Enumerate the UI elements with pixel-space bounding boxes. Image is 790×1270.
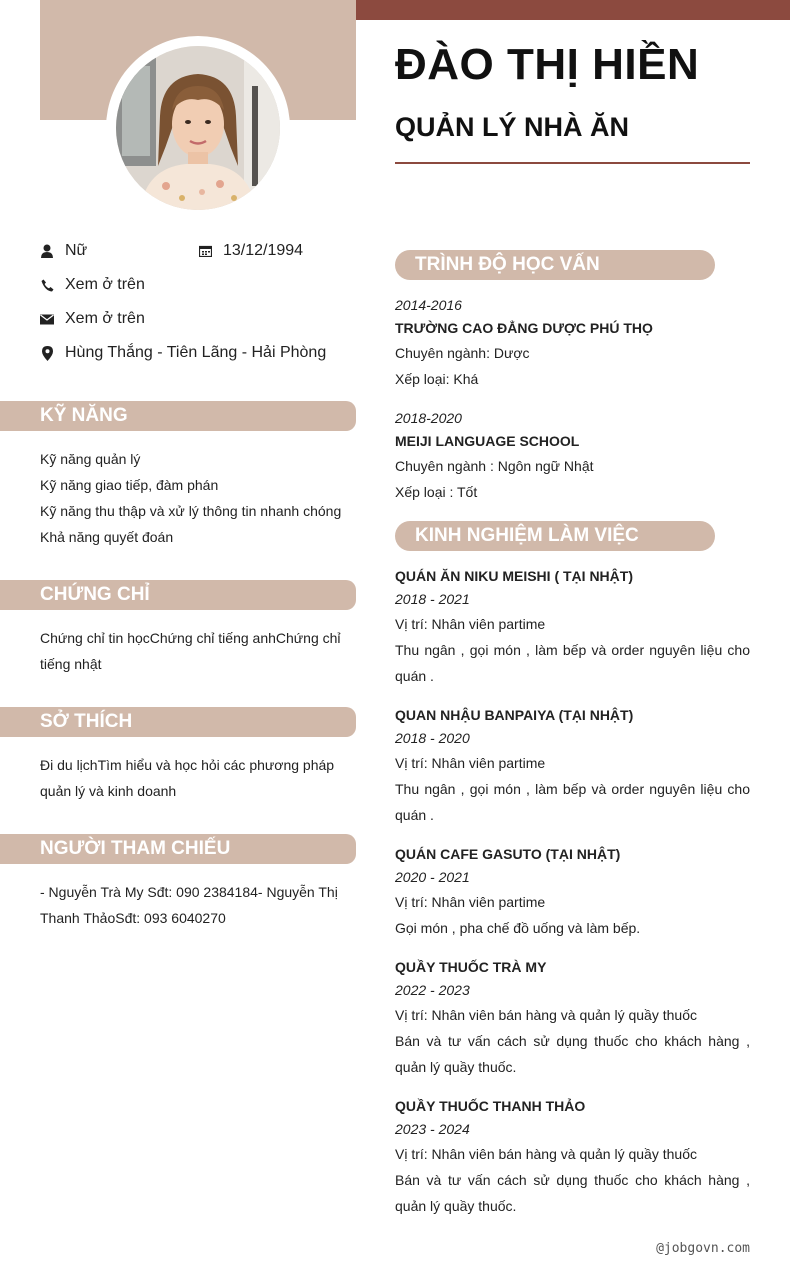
hobbies-heading: SỞ THÍCH (0, 707, 356, 737)
experience-description: Bán và tư vấn cách sử dụng thuốc cho khách hàng , quản lý quầy thuốc. (395, 1033, 750, 1075)
education-school: TRƯỜNG CAO ĐẲNG DƯỢC PHÚ THỌ (395, 320, 653, 336)
user-icon (40, 244, 54, 258)
references-heading: NGƯỜI THAM CHIẾU (0, 834, 356, 864)
experience-period: 2018 - 2021 (395, 591, 470, 607)
candidate-name: ĐÀO THỊ HIỀN (395, 40, 700, 89)
experience-company: QUÁN CAFE GASUTO (TẠI NHẬT) (395, 846, 621, 862)
gender-cell (40, 242, 198, 260)
education-entry (395, 407, 750, 505)
hobbies-text: Đi du lịchTìm hiểu và học hỏi các phương pháp quản lý và kinh doanh (40, 757, 335, 799)
experience-company: QUẦY THUỐC TRÀ MY (395, 959, 547, 975)
phone-icon (40, 278, 54, 292)
certificates-text: Chứng chỉ tin họcChứng chỉ tiếng anhChứng chỉ tiếng nhật (40, 630, 341, 672)
info-row-email (40, 302, 356, 336)
job-title: QUẢN LÝ NHÀ ĂN (395, 112, 629, 142)
experience-period: 2023 - 2024 (395, 1121, 470, 1137)
education-heading: TRÌNH ĐỘ HỌC VẤN (395, 250, 715, 280)
skill-item: Kỹ năng quản lý (40, 451, 141, 467)
education-period: 2014-2016 (395, 297, 462, 313)
birthdate-value: 13/12/1994 (223, 242, 304, 259)
education-grade: Xếp loại: Khá (395, 371, 479, 387)
experience-company: QUAN NHẬU BANPAIYA (TẠI NHẬT) (395, 707, 634, 723)
skills-list (40, 446, 346, 550)
education-major: Chuyên ngành: Dược (395, 345, 530, 361)
experience-company: QUÁN ĂN NIKU MEISHI ( TẠI NHẬT) (395, 568, 633, 584)
education-school: MEIJI LANGUAGE SCHOOL (395, 433, 580, 449)
experience-period: 2022 - 2023 (395, 982, 470, 998)
experience-company: QUẦY THUỐC THANH THẢO (395, 1098, 586, 1114)
experience-entry (395, 956, 750, 1080)
experience-description: Thu ngân , gọi món , làm bếp và order nguyên liệu cho quán . (395, 642, 750, 684)
contact-info (40, 234, 356, 370)
location-pin-icon (40, 346, 54, 360)
title-divider (395, 162, 750, 164)
experience-entry (395, 1095, 750, 1219)
footer-watermark: @jobgovn.com (656, 1241, 750, 1256)
experience-position: Vị trí: Nhân viên bán hàng và quản lý quầy thuốc (395, 1007, 697, 1023)
phone-value: Xem ở trên (65, 276, 145, 293)
gender-value: Nữ (65, 242, 88, 259)
info-row-phone (40, 268, 356, 302)
education-period: 2018-2020 (395, 410, 462, 426)
skills-heading: KỸ NĂNG (0, 401, 356, 431)
skill-item: Khả năng quyết đoán (40, 529, 174, 545)
experience-description: Gọi món , pha chế đồ uống và làm bếp. (395, 920, 641, 936)
education-entry (395, 294, 750, 392)
experience-period: 2018 - 2020 (395, 730, 470, 746)
experience-entry (395, 704, 750, 828)
birthdate-cell (198, 242, 356, 260)
email-value: Xem ở trên (65, 310, 145, 327)
education-grade: Xếp loại : Tốt (395, 484, 478, 500)
info-row-gender-birthdate (40, 234, 356, 268)
experience-position: Vị trí: Nhân viên bán hàng và quản lý quầy thuốc (395, 1146, 697, 1162)
experience-description: Thu ngân , gọi món , làm bếp và order nguyên liệu cho quán . (395, 781, 750, 823)
skill-item: Kỹ năng giao tiếp, đàm phán (40, 477, 219, 493)
profile-photo (116, 46, 280, 210)
references-text: - Nguyễn Trà My Sđt: 090 2384184- Nguyễn Thị Thanh ThảoSđt: 093 6040270 (40, 884, 338, 926)
certificates-heading: CHỨNG CHỈ (0, 580, 356, 610)
experience-entry (395, 565, 750, 689)
info-row-address (40, 336, 356, 370)
experience-heading: KINH NGHIỆM LÀM VIỆC (395, 521, 715, 551)
experience-description: Bán và tư vấn cách sử dụng thuốc cho khách hàng , quản lý quầy thuốc. (395, 1172, 750, 1214)
experience-entry (395, 843, 750, 941)
education-major: Chuyên ngành : Ngôn ngữ Nhật (395, 458, 594, 474)
mail-icon (40, 312, 54, 326)
calendar-icon (198, 244, 212, 258)
experience-position: Vị trí: Nhân viên partime (395, 616, 546, 632)
address-value: Hùng Thắng - Tiên Lãng - Hải Phòng (65, 344, 327, 361)
experience-position: Vị trí: Nhân viên partime (395, 894, 546, 910)
top-accent-bar (356, 0, 790, 20)
experience-position: Vị trí: Nhân viên partime (395, 755, 546, 771)
experience-period: 2020 - 2021 (395, 869, 470, 885)
avatar (106, 36, 290, 220)
skill-item: Kỹ năng thu thập và xử lý thông tin nhanh chóng (40, 503, 342, 519)
